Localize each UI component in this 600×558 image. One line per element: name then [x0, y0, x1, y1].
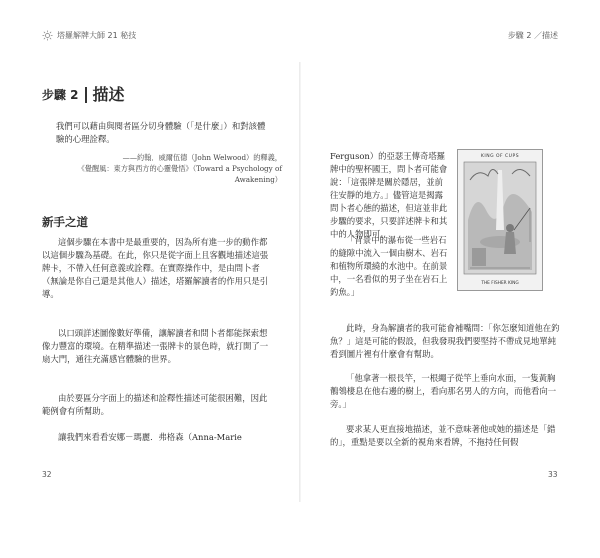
card-title: KING OF CUPS [480, 154, 520, 159]
card-artwork [458, 150, 542, 290]
right-text-beside-card [330, 150, 450, 241]
attribution-line-2: 《覺醒風：東方與西方的心靈覺悟》（Toward a Psychology of Awakening） [77, 164, 282, 184]
paragraph-text: 由於要區分字面上的描述和詮釋性描述可能很困難，因此範例會有所幫助。 [42, 393, 268, 416]
left-running-head [42, 30, 136, 41]
paragraph-text: 「他拿著一根長竿，一根繩子從竿上垂向水面，一隻黃胸鶺鴒棲息在他右邊的樹上，看向那名男人的方向，而他看向一旁。」 [330, 373, 557, 409]
book-gutter [299, 62, 301, 502]
step-name: 描述 [85, 87, 125, 103]
tarot-card-illustration [457, 149, 543, 291]
right-running-head: 步驟 2 ／描述 [507, 31, 558, 40]
paragraph-text: 讓我們來看看安娜－瑪麗．弗格森（Anna-Marie [58, 432, 242, 442]
step-label: 步驟 2 [42, 88, 79, 102]
right-quote-beside-card [330, 234, 450, 299]
right-page-number: 33 [548, 470, 558, 479]
paragraph-text: 要求某人更直接地描述，並不意味著他或她的描述是「錯的」，重點是要以全新的視角來看牌，不拖持任何假 [330, 424, 556, 447]
intro-epigraph: 我們可以藉由與閱者區分切身體驗（「是什麼」）和對該體驗的心理詮釋。 [56, 121, 266, 144]
sun-ornament-icon [42, 30, 53, 41]
right-paragraph-3 [330, 423, 560, 449]
left-running-head-text: 塔羅解牌大師 21 秘技 [57, 31, 137, 40]
paragraph-text: 此時，身為解讀者的我可能會補嘴問：「你怎麼知道他在釣魚？」這是可能的假設，但我發現我們要堅持不帶成見地單純看到圖片裡有什麼會有幫助。 [330, 323, 560, 359]
step-title [42, 86, 125, 103]
paragraph-text: 以口頭詳述圖像數好準備，讓解讀者和問卜者都能探索想像力豐富的環境。在精準描述一張牌卡的景色時，就打開了一扇大門，通往充滿感官體驗的世界。 [42, 328, 269, 364]
paragraph-text: 「背景中的瀑布從一些岩石的縫隙中流入一個由樹木、岩石和植物所環繞的水池中。在前景中，一名看似的男子坐在岩石上釣魚。」 [330, 235, 448, 297]
left-paragraph-4 [42, 431, 272, 444]
attribution-line-1: ——約翰．威爾伍德（John Welwood）的釋義， [122, 153, 282, 162]
left-paragraph-2 [42, 327, 272, 366]
paragraph-text: Ferguson）的亞瑟王傳奇塔羅牌中的聖杯國王，問卜者可能會說：「這張牌是關於隱居，並前往安靜的地方。」儘管這是揭露問卜者心態的描述，但這並非此步驟的要求，只要詳述牌卡和其中的人物即可。 [330, 151, 448, 239]
paragraph-text: 這個步驟在本書中是最重要的，因為所有進一步的動作都以這個步驟為基礎。在此，你只是從字面上且客觀地描述這張牌卡，不帶入任何意義或詮釋。在實際操作中，是由問卜者（無論是你自己還是其他人）描述，塔羅解讀者的作用只是引導。 [42, 237, 269, 299]
left-paragraph-3 [42, 392, 272, 418]
card-footer: THE FISHER KING [481, 281, 519, 286]
left-paragraph-1 [42, 236, 272, 301]
left-page-number: 32 [42, 470, 52, 479]
section-heading: 新手之道 [42, 215, 88, 229]
right-paragraph-1 [330, 322, 560, 361]
epigraph-attribution [72, 152, 282, 185]
right-paragraph-2 [330, 372, 560, 411]
